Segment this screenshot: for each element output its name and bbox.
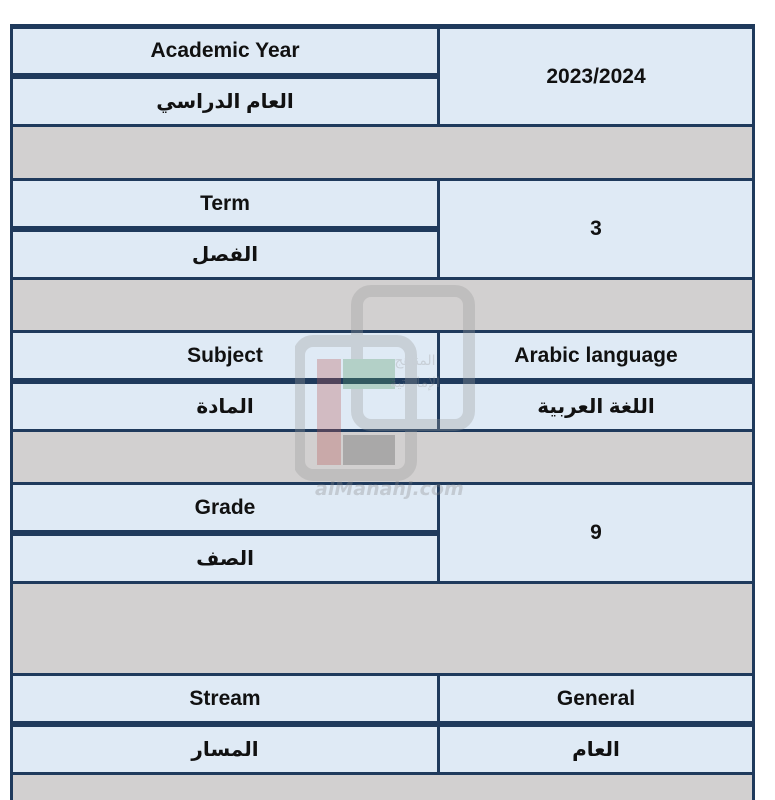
stream-value-en: General <box>437 673 755 724</box>
subject-label-en: Subject <box>10 330 440 381</box>
academic-year-label-ar: العام الدراسي <box>10 76 440 127</box>
term-value: 3 <box>437 178 755 280</box>
stream-label-en: Stream <box>10 673 440 724</box>
separator-row <box>10 584 755 673</box>
separator-row <box>10 775 755 800</box>
term-label-ar: الفصل <box>10 229 440 280</box>
separator-row <box>10 280 755 330</box>
stream-label-ar: المسار <box>10 724 440 775</box>
watermark-logo-text: المناهج <box>394 353 436 369</box>
subject-label-ar: المادة <box>10 381 440 432</box>
grade-value: 9 <box>437 482 755 584</box>
subject-value-en: Arabic language <box>437 330 755 381</box>
separator-row <box>10 432 755 482</box>
watermark-text: alManahj.com <box>315 478 464 500</box>
academic-year-label-en: Academic Year <box>10 26 440 76</box>
watermark-logo-text: الإماراتية <box>390 375 440 391</box>
grade-label-en: Grade <box>10 482 440 533</box>
subject-value-ar: اللغة العربية <box>437 381 755 432</box>
term-label-en: Term <box>10 178 440 229</box>
academic-year-value: 2023/2024 <box>437 26 755 127</box>
stream-value-ar: العام <box>437 724 755 775</box>
separator-row <box>10 127 755 178</box>
grade-label-ar: الصف <box>10 533 440 584</box>
